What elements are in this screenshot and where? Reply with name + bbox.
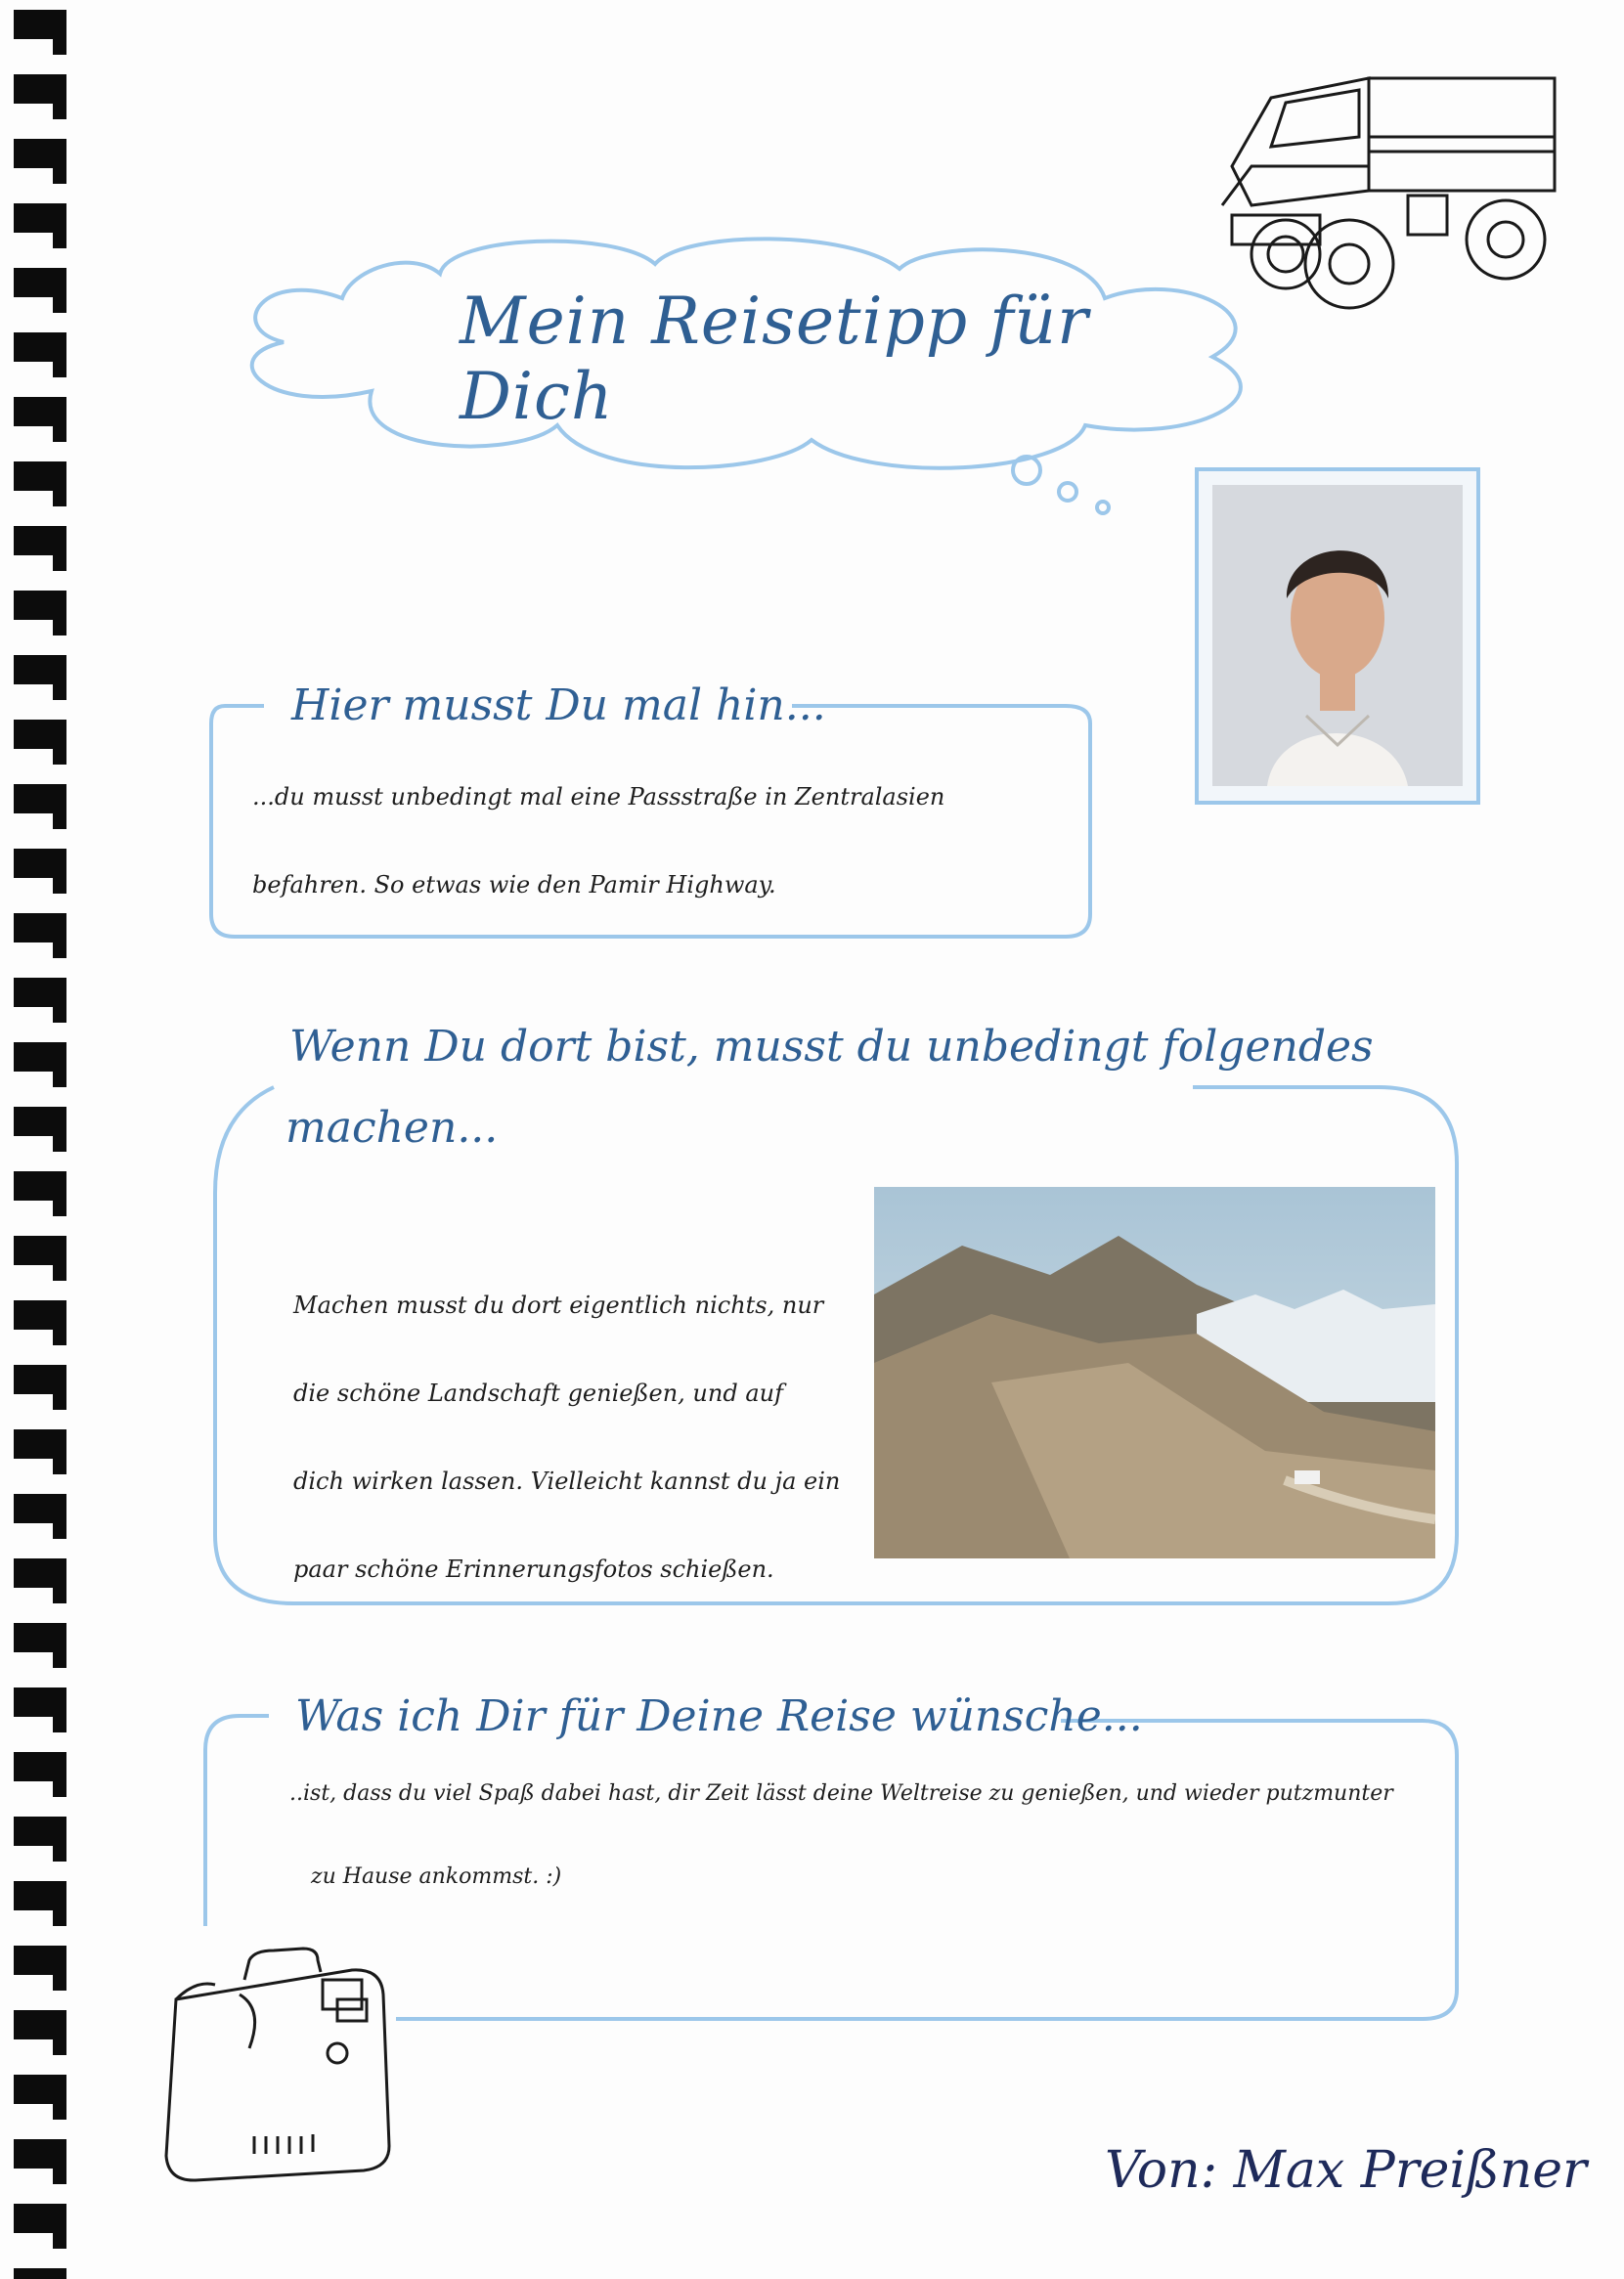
spiral-ring-tab bbox=[53, 1910, 66, 1926]
page-title: Mein Reisetipp für Dich bbox=[460, 284, 1089, 434]
spiral-ring-tab bbox=[53, 39, 66, 55]
spiral-ring-tab bbox=[53, 168, 66, 184]
spiral-ring-tab bbox=[53, 813, 66, 829]
spiral-ring-tab bbox=[53, 297, 66, 313]
spiral-ring bbox=[14, 1623, 66, 1652]
spiral-ring bbox=[14, 591, 66, 620]
spiral-ring bbox=[14, 784, 66, 813]
spiral-ring-tab bbox=[53, 1717, 66, 1732]
portrait-photo bbox=[1195, 467, 1480, 805]
spiral-ring bbox=[14, 655, 66, 684]
spiral-binding bbox=[0, 0, 78, 2279]
spiral-ring bbox=[14, 139, 66, 168]
spiral-ring-tab bbox=[53, 2233, 66, 2249]
spiral-ring-tab bbox=[53, 1072, 66, 1087]
spiral-ring-tab bbox=[53, 1652, 66, 1668]
spiral-ring bbox=[14, 913, 66, 942]
spiral-ring bbox=[14, 1817, 66, 1846]
spiral-ring-tab bbox=[53, 1136, 66, 1152]
spiral-ring bbox=[14, 397, 66, 426]
section2-heading-line1: Wenn Du dort bist, musst du unbedingt folgendes bbox=[289, 1022, 1374, 1072]
spiral-ring bbox=[14, 1946, 66, 1975]
section3-text-line1: ..ist, dass du viel Spaß dabei hast, dir Zeit lässt deine Weltreise zu genießen, und wieder putzmunter bbox=[289, 1781, 1393, 1806]
spiral-ring-tab bbox=[53, 104, 66, 119]
spiral-ring-tab bbox=[53, 555, 66, 571]
spiral-ring-tab bbox=[53, 1781, 66, 1797]
spiral-ring-tab bbox=[53, 620, 66, 635]
spiral-ring bbox=[14, 1752, 66, 1781]
spiral-ring-tab bbox=[53, 1588, 66, 1603]
spiral-ring-tab bbox=[53, 749, 66, 765]
section1-text: ...du musst unbedingt mal eine Passstraße in Zentralasien befahren. So etwas wie den Pamir Highway. bbox=[252, 783, 945, 898]
spiral-ring bbox=[14, 203, 66, 233]
spiral-ring-tab bbox=[53, 1846, 66, 1862]
section3-text-line2: zu Hause ankommst. :) bbox=[311, 1864, 562, 1889]
spiral-ring bbox=[14, 10, 66, 39]
spiral-ring bbox=[14, 1687, 66, 1717]
spiral-ring-tab bbox=[53, 491, 66, 506]
spiral-ring-tab bbox=[53, 362, 66, 377]
spiral-ring bbox=[14, 1107, 66, 1136]
portrait-image bbox=[1199, 471, 1476, 801]
spiral-ring bbox=[14, 1494, 66, 1523]
spiral-ring-tab bbox=[53, 942, 66, 958]
spiral-ring-tab bbox=[53, 2169, 66, 2184]
spiral-ring-tab bbox=[53, 1523, 66, 1539]
spiral-ring bbox=[14, 1429, 66, 1459]
spiral-ring-tab bbox=[53, 1265, 66, 1281]
spiral-ring bbox=[14, 1236, 66, 1265]
spiral-ring bbox=[14, 268, 66, 297]
signature: Von: Max Preißner bbox=[1105, 2141, 1587, 2200]
section1-heading: Hier musst Du mal hin... bbox=[291, 680, 826, 730]
spiral-ring-tab bbox=[53, 426, 66, 442]
suitcase-drawing-icon bbox=[156, 1941, 411, 2190]
spiral-ring bbox=[14, 2010, 66, 2039]
spiral-ring bbox=[14, 1042, 66, 1072]
spiral-ring bbox=[14, 1365, 66, 1394]
spiral-ring-tab bbox=[53, 1201, 66, 1216]
spiral-ring-tab bbox=[53, 1394, 66, 1410]
spiral-ring-tab bbox=[53, 1975, 66, 1991]
spiral-ring bbox=[14, 849, 66, 878]
spiral-ring-tab bbox=[53, 2104, 66, 2120]
spiral-ring bbox=[14, 2139, 66, 2169]
spiral-ring bbox=[14, 2075, 66, 2104]
section3-heading: Was ich Dir für Deine Reise wünsche... bbox=[295, 1691, 1143, 1741]
section2-text: Machen musst du dort eigentlich nichts, nur die schöne Landschaft genießen, und auf dich wirken lassen. Vielleicht kannst du ja ein paar schöne Erinnerungsfotos schießen. bbox=[293, 1292, 841, 1583]
spiral-ring bbox=[14, 1300, 66, 1330]
spiral-ring bbox=[14, 1558, 66, 1588]
spiral-ring-tab bbox=[53, 1007, 66, 1023]
spiral-ring bbox=[14, 461, 66, 491]
spiral-ring bbox=[14, 2204, 66, 2233]
section2-heading-line2: machen... bbox=[285, 1103, 499, 1153]
spiral-ring-tab bbox=[53, 878, 66, 894]
spiral-ring bbox=[14, 720, 66, 749]
spiral-ring bbox=[14, 2268, 66, 2279]
spiral-ring bbox=[14, 1881, 66, 1910]
spiral-ring bbox=[14, 526, 66, 555]
spiral-ring-tab bbox=[53, 1459, 66, 1474]
spiral-ring bbox=[14, 978, 66, 1007]
spiral-ring bbox=[14, 74, 66, 104]
landscape-photo bbox=[874, 1187, 1435, 1558]
spiral-ring-tab bbox=[53, 684, 66, 700]
spiral-ring-tab bbox=[53, 2039, 66, 2055]
spiral-ring bbox=[14, 1171, 66, 1201]
spiral-ring-tab bbox=[53, 1330, 66, 1345]
spiral-ring-tab bbox=[53, 233, 66, 248]
spiral-ring bbox=[14, 332, 66, 362]
